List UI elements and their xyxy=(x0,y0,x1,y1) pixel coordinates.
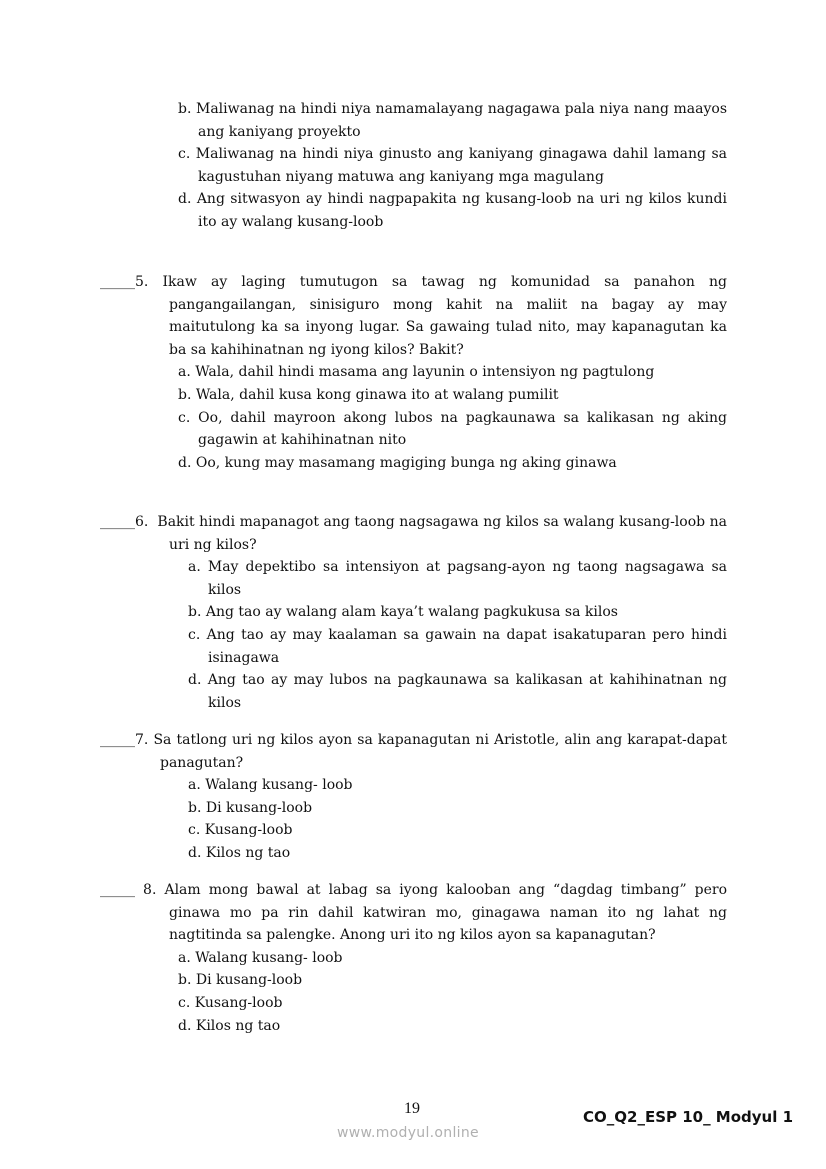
option xyxy=(188,601,727,624)
option-letter: a. xyxy=(178,949,191,966)
option-text: Walang kusang- loob xyxy=(205,777,353,794)
option-letter: c. xyxy=(178,409,191,426)
option-letter: d. xyxy=(178,191,192,208)
option-text: Kusang-loob xyxy=(204,822,293,839)
page-number: 19 xyxy=(404,1100,420,1117)
option xyxy=(188,556,727,601)
option xyxy=(188,669,727,714)
question-number: 5. xyxy=(135,274,149,290)
question-number: 7. xyxy=(135,732,149,748)
watermark: www.modyul.online xyxy=(337,1125,479,1141)
option-letter: b. xyxy=(178,101,192,117)
option xyxy=(188,819,727,842)
question-stem xyxy=(100,729,727,774)
option-letter: d. xyxy=(188,844,202,861)
option-letter: a. xyxy=(188,777,201,794)
option xyxy=(178,969,727,992)
option xyxy=(188,797,727,820)
option-text: Kilos ng tao xyxy=(205,844,291,861)
option xyxy=(178,98,727,143)
option-letter: c. xyxy=(178,994,191,1011)
option-text: Wala, dahil hindi masama ang layunin o intensiyon ng pagtulong xyxy=(195,364,655,381)
option-text: Di kusang-loob xyxy=(205,799,313,816)
option-letter: c. xyxy=(188,822,201,839)
option-text: Maliwanag na hindi niya ginusto ang kaniyang ginagawa dahil lamang sa kagustuhan niyang matuwa ang kaniyang mga magulang xyxy=(195,146,727,185)
answer-blank[interactable]: _____ xyxy=(100,514,135,530)
question-6 xyxy=(100,511,727,714)
option xyxy=(178,1015,727,1038)
option xyxy=(178,452,727,475)
option-text: Wala, dahil kusa kong ginawa ito at walang pumilit xyxy=(195,386,559,403)
question-5 xyxy=(100,271,727,474)
option-letter: d. xyxy=(178,454,192,471)
option-letter: c. xyxy=(188,626,201,643)
option-text: Kusang-loob xyxy=(194,994,283,1011)
option xyxy=(178,384,727,407)
option xyxy=(188,624,727,669)
option xyxy=(178,188,727,233)
option-text: Ang sitwasyon ay hindi nagpapakita ng kusang-loob na uri ng kilos kundi ito ay walang kusang-loob xyxy=(196,191,727,230)
q4-options xyxy=(178,98,727,234)
option-letter: b. xyxy=(178,972,192,989)
answer-blank[interactable]: _____ xyxy=(100,274,135,290)
options xyxy=(178,361,727,474)
option-text: Ang tao ay walang alam kaya’t walang pagkukusa sa kilos xyxy=(205,604,618,621)
question-stem xyxy=(100,271,727,361)
option-text: Oo, kung may masamang magiging bunga ng aking ginawa xyxy=(195,454,617,471)
options xyxy=(188,556,727,714)
option-letter: b. xyxy=(178,386,192,403)
options xyxy=(188,774,727,864)
question-8 xyxy=(100,879,727,1037)
option-text: Ang tao ay may lubos na pagkaunawa sa kalikasan at kahihinatnan ng kilos xyxy=(207,672,727,711)
option-letter: a. xyxy=(188,559,201,576)
option xyxy=(188,842,727,865)
option-text: Di kusang-loob xyxy=(195,972,303,989)
answer-blank[interactable]: _____ xyxy=(100,882,135,898)
option-letter: b. xyxy=(188,799,202,816)
question-text: Ikaw ay laging tumutugon sa tawag ng komunidad sa panahon ng pangangailangan, sinisiguro mong kahit na maliit na bagay ay may maitutulong ka sa inyong lugar. Sa gawaing tulad nito, may kapanagutan ka ba sa kahihinatnan ng iyong kilos? Bakit? xyxy=(162,274,728,358)
option xyxy=(188,774,727,797)
question-stem xyxy=(100,511,727,556)
option-text: Oo, dahil mayroon akong lubos na pagkaunawa sa kalikasan ng aking gagawin at kahihinatnan nito xyxy=(198,409,727,449)
question-7 xyxy=(100,729,727,865)
option-text: Walang kusang- loob xyxy=(195,949,343,966)
question-number: 8. xyxy=(143,882,157,898)
question-number: 6. xyxy=(135,514,149,530)
option-text: May depektibo sa intensiyon at pagsang-ayon ng taong nagsagawa sa kilos xyxy=(207,559,727,598)
option-text: Maliwanag na hindi niya namamalayang nagagawa pala niya nang maayos ang kaniyang proyekto xyxy=(195,101,727,140)
option xyxy=(178,361,727,384)
option xyxy=(178,992,727,1015)
option xyxy=(178,947,727,970)
module-code: CO_Q2_ESP 10_ Modyul 1 xyxy=(583,1108,794,1126)
question-stem xyxy=(100,879,727,947)
question-text: Alam mong bawal at labag sa iyong kalooban ang “dagdag timbang” pero ginawa mo pa rin dahil katwiran mo, ginagawa naman ito ng lahat ng nagtitinda sa palengke. Anong uri ito ng kilos ayon sa kapanagutan? xyxy=(164,882,728,944)
option-letter: d. xyxy=(178,1017,192,1034)
option-text: Ang tao ay may kaalaman sa gawain na dapat isakatuparan pero hindi isinagawa xyxy=(206,626,728,666)
option xyxy=(178,143,727,188)
option-text: Kilos ng tao xyxy=(195,1017,281,1034)
options xyxy=(178,947,727,1037)
option-letter: d. xyxy=(188,672,202,689)
option-letter: c. xyxy=(178,146,191,163)
answer-blank[interactable]: _____ xyxy=(100,732,135,748)
option-letter: b. xyxy=(188,604,202,621)
option xyxy=(178,407,727,452)
question-text: Sa tatlong uri ng kilos ayon sa kapanagutan ni Aristotle, alin ang karapat-dapat panagutan? xyxy=(153,732,728,771)
option-letter: a. xyxy=(178,364,191,381)
question-text: Bakit hindi mapanagot ang taong nagsagawa ng kilos sa walang kusang-loob na uri ng kilos? xyxy=(157,514,727,553)
